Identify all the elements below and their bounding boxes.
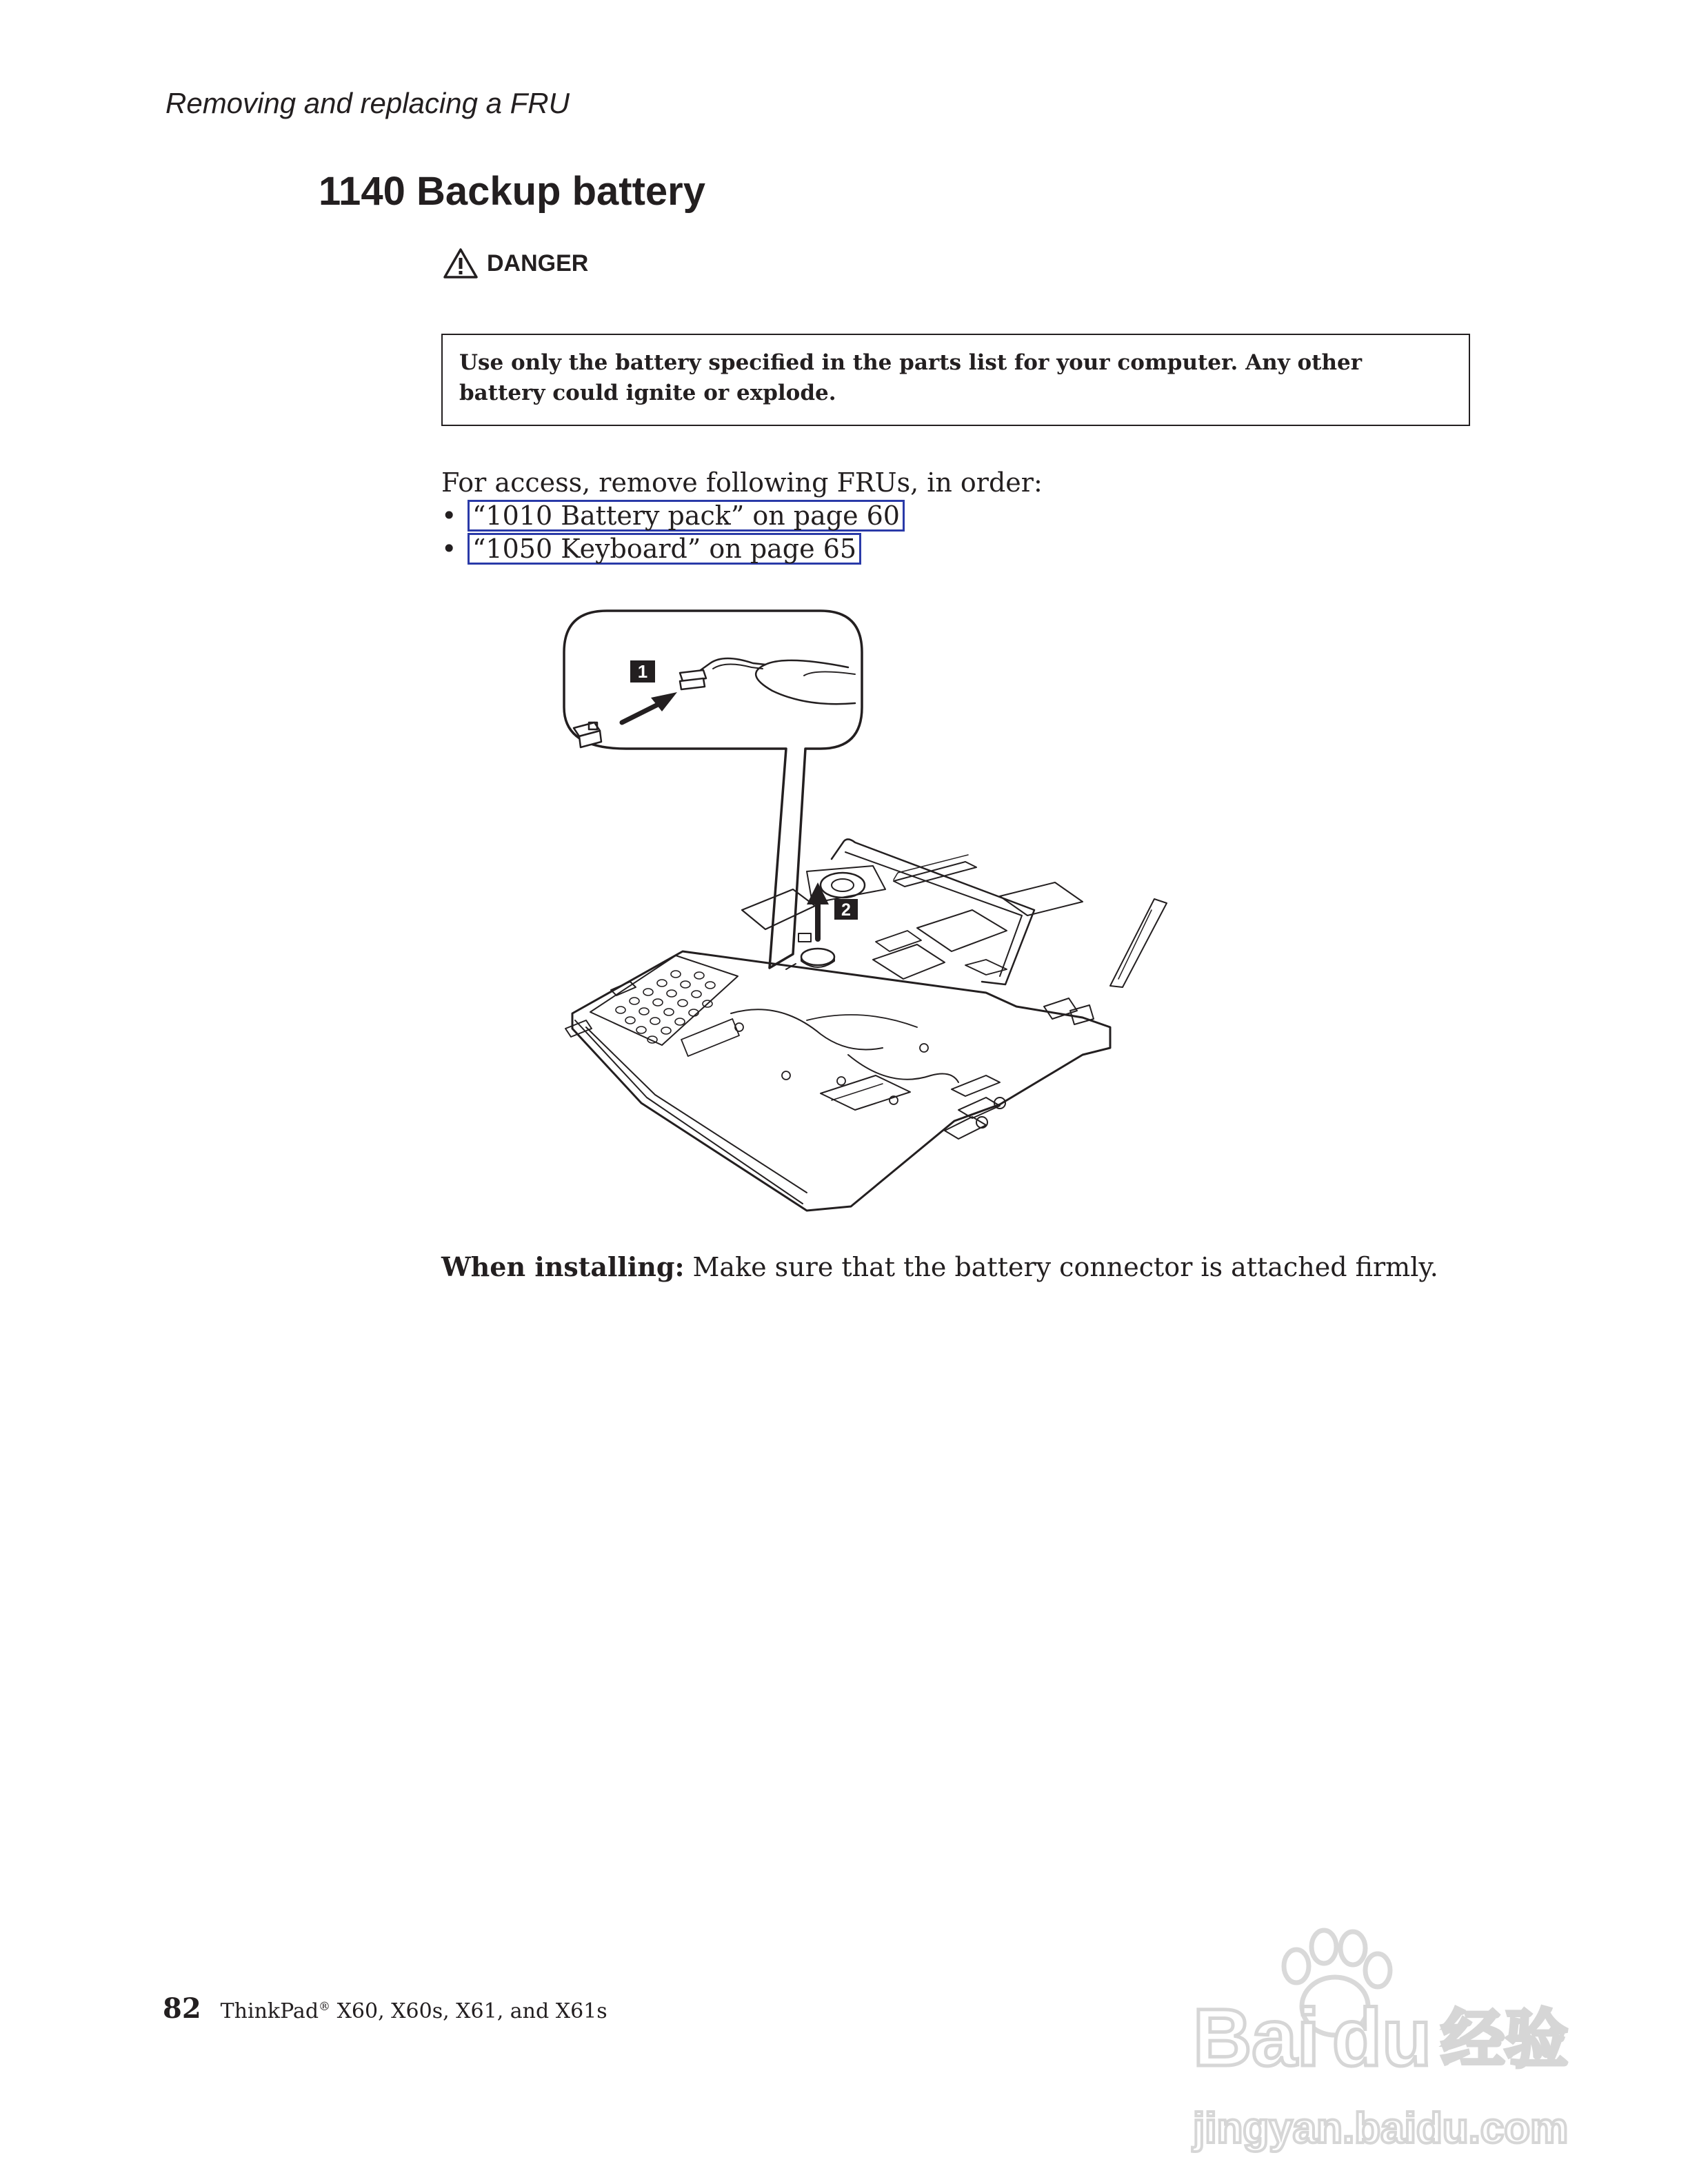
svg-text:1: 1	[637, 661, 648, 682]
installing-note	[441, 1251, 1438, 1284]
book-title-brand: ThinkPad	[220, 1999, 319, 2023]
danger-notice-box	[441, 334, 1470, 426]
laptop-screen	[832, 839, 1034, 984]
book-title-models: X60, X60s, X61, and X61s	[330, 1999, 607, 2023]
installing-text: Make sure that the battery connector is attached firmly.	[692, 1252, 1438, 1282]
access-prerequisites	[441, 466, 1476, 565]
danger-heading	[443, 244, 588, 283]
backup-battery-removal-illustration	[559, 607, 1352, 1213]
list-item	[441, 532, 1476, 565]
running-head: Removing and replacing a FRU	[165, 87, 570, 119]
battery-pack-link[interactable]: “1010 Battery pack” on page 60	[468, 500, 905, 532]
danger-label: DANGER	[487, 250, 589, 276]
bullet: •	[441, 501, 457, 531]
bullet: •	[441, 534, 457, 564]
page-number: 82	[163, 1992, 201, 2025]
baidu-jingyan-watermark	[1179, 1903, 1593, 2178]
danger-notice-text: Use only the battery specified in the parts list for your computer. Any other battery could ignite or explode.	[459, 350, 1363, 405]
backup-battery	[801, 949, 834, 965]
section-title: 1140 Backup battery	[319, 169, 705, 214]
fru-list	[441, 499, 1476, 565]
callout-2-badge	[834, 899, 858, 920]
keyboard-link[interactable]: “1050 Keyboard” on page 65	[468, 533, 861, 565]
warning-triangle-icon	[443, 247, 479, 279]
svg-text:Bai: Bai	[1193, 1992, 1320, 2083]
installing-label: When installing:	[441, 1251, 685, 1282]
svg-text:du: du	[1332, 1992, 1432, 2083]
access-intro: For access, remove following FRUs, in order:	[441, 467, 1043, 498]
svg-text:2: 2	[841, 900, 851, 920]
list-item	[441, 499, 1476, 532]
svg-text:经验: 经验	[1441, 2003, 1569, 2076]
callout-1-badge	[630, 660, 655, 682]
book-title	[221, 1999, 607, 2023]
registered-mark: ®	[319, 2000, 331, 2014]
page-footer	[163, 1992, 607, 2025]
svg-text:jingyan.baidu.com: jingyan.baidu.com	[1193, 2105, 1569, 2152]
